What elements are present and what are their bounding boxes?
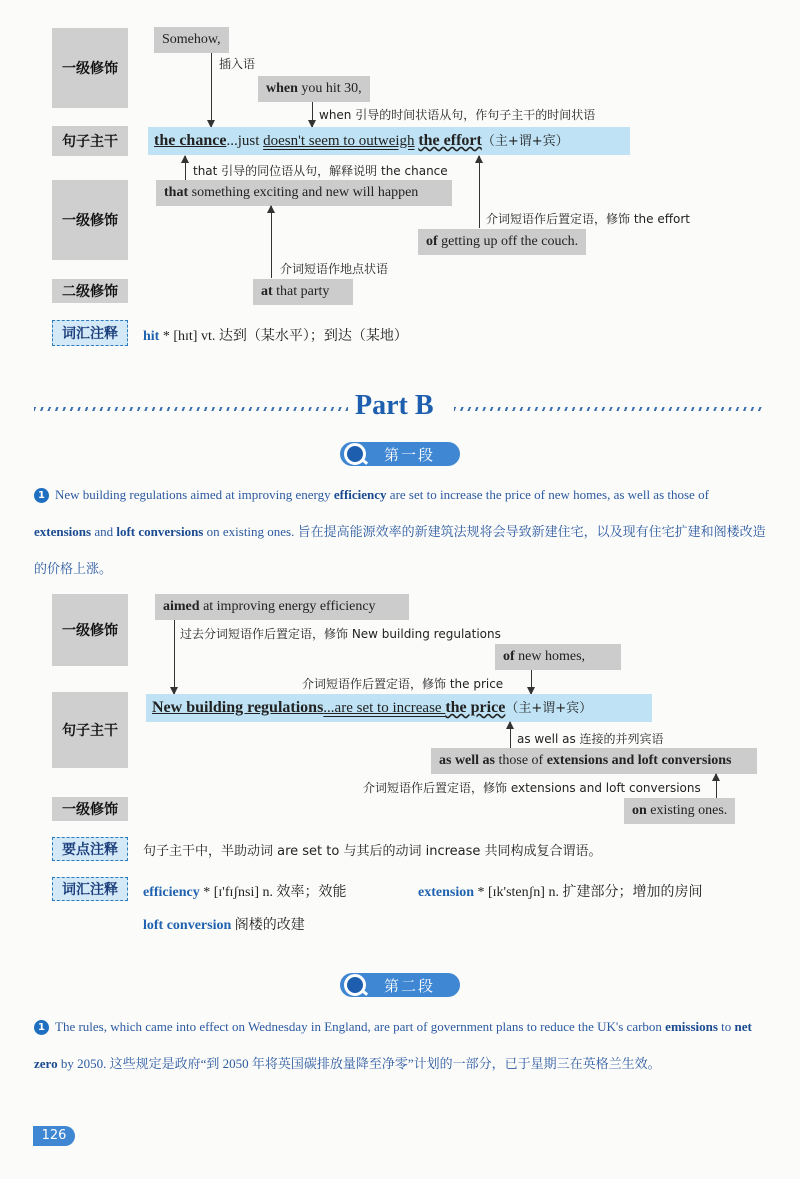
sentence-2: 1 The rules, which came into effect on Wednesday in England, are part of government plans to reduce the UK's carbon emissions to net zero by 2050. 这些规定是政府“到 2050 年将英国碳排放量降至净零”计划的一部分，已于星期三在英格兰生效。 [34, 1019, 752, 1071]
phrase-at: at that party [253, 279, 353, 305]
phrase-aswell: as well as those of extensions and loft conversions [431, 748, 757, 774]
note-when: when 引导的时间状语从句，作句子主干的时间状语 [319, 108, 596, 122]
note-aimed: 过去分词短语作后置定语，修饰 New building regulations [180, 627, 501, 641]
phrase-of-homes: of new homes, [495, 644, 621, 670]
main-clause-2: New building regulations...are set to increase the price（主+谓+宾） [146, 694, 652, 722]
label-secondary-modifier: 二级修饰 [52, 279, 128, 303]
key-note-text: 句子主干中，半助动词 are set to 与其后的动词 increase 共同构成复合谓语。 [143, 844, 602, 859]
section-heading-2: 第二段 [340, 973, 460, 997]
note-that: that 引导的同位语从句，解释说明 the chance [193, 164, 448, 178]
label-primary-modifier: 一级修饰 [52, 797, 128, 821]
label-primary-modifier: 一级修饰 [52, 594, 128, 666]
label-vocab-note: 词汇注释 [52, 320, 128, 346]
part-title: Part B [355, 390, 434, 421]
note-on: 介词短语作后置定语，修饰 extensions and loft conversions [363, 781, 701, 795]
note-at: 介词短语作地点状语 [280, 262, 389, 276]
note-insert: 插入语 [219, 57, 256, 71]
arrow-aimed [174, 620, 175, 694]
search-icon [344, 443, 366, 465]
label-main-clause: 句子主干 [52, 692, 128, 768]
page-number: 126 [33, 1126, 75, 1146]
arrow-on [716, 774, 717, 798]
arrow-when [312, 102, 313, 127]
section-heading-1: 第一段 [340, 442, 460, 466]
arrow-aswell [510, 722, 511, 748]
phrase-somehow: Somehow, [154, 27, 229, 53]
label-main-clause: 句子主干 [52, 126, 128, 156]
phrase-when: when you hit 30, [258, 76, 370, 102]
note-of-homes: 介词短语作后置定语，修饰 the price [302, 677, 504, 691]
vocab-extension: extension * [ɪk'stenʃn] n. 扩建部分；增加的房间 [418, 885, 703, 900]
arrow-of-homes [531, 670, 532, 694]
arrow-at [271, 206, 272, 278]
phrase-aimed: aimed at improving energy efficiency [155, 594, 409, 620]
phrase-on: on existing ones. [624, 798, 735, 824]
arrow-that [185, 156, 186, 180]
search-icon [344, 974, 366, 996]
phrase-that: that something exciting and new will happen [156, 180, 452, 206]
vocab-efficiency: efficiency * [ɪ'fɪʃnsi] n. 效率；效能 [143, 885, 347, 900]
vocab-loft-conversion: loft conversion 阁楼的改建 [143, 918, 305, 933]
divider-left [34, 407, 348, 411]
arrow-of-effort [479, 156, 480, 228]
label-primary-modifier: 一级修饰 [52, 28, 128, 108]
main-clause-1: the chance...just doesn't seem to outweigh the effort（主+谓+宾） [148, 127, 630, 155]
phrase-of-effort: of getting up off the couch. [418, 229, 586, 255]
sentence-1: 1 New building regulations aimed at improving energy efficiency are set to increase the price of new homes, as well as those of extensions and loft conversions on existing ones. 旨在提高能源效率的新建筑法规将会导致新建住宅，以及现有住宅扩建和阁楼改造的价格上涨。 [34, 487, 766, 576]
divider-right [454, 407, 764, 411]
label-key-note: 要点注释 [52, 837, 128, 861]
label-vocab-note: 词汇注释 [52, 877, 128, 901]
vocab-hit: hit * [hɪt] vt. 达到（某水平）；到达（某地） [143, 329, 408, 344]
note-of-effort: 介词短语作后置定语，修饰 the effort [486, 212, 690, 226]
note-aswell: as well as 连接的并列宾语 [517, 732, 664, 746]
arrow-somehow [211, 53, 212, 127]
label-primary-modifier: 一级修饰 [52, 180, 128, 260]
